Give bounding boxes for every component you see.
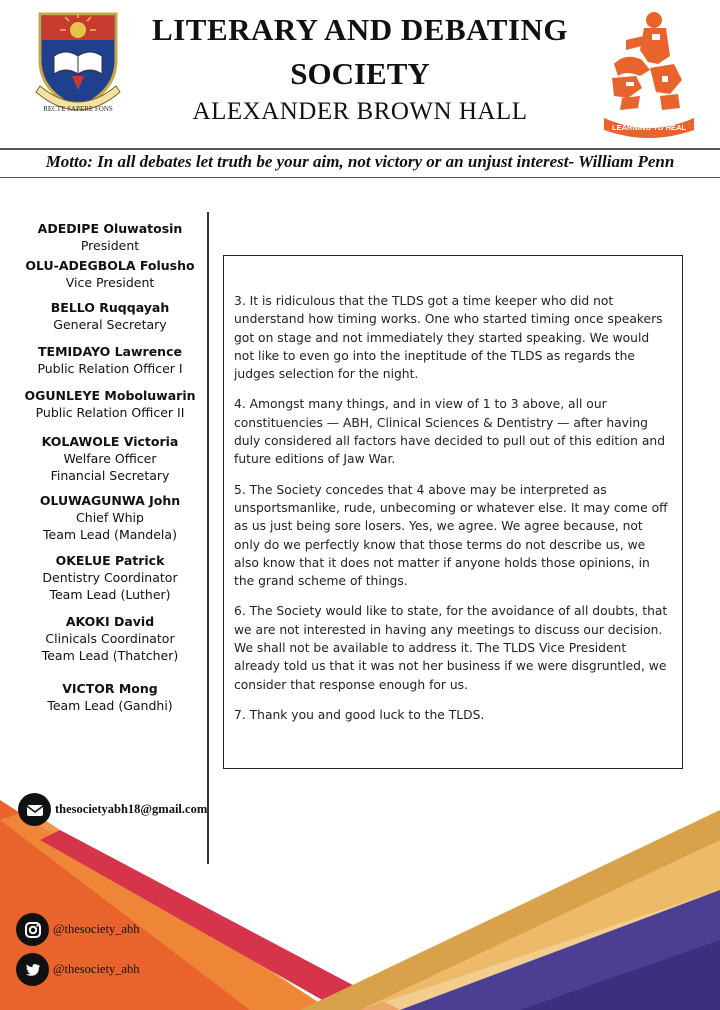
exec-role: Public Relation Officer I: [37, 361, 183, 376]
exec-name: VICTOR Mong: [62, 681, 158, 696]
exec-role: Team Lead (Mandela): [43, 527, 177, 542]
exec-role: Clinicals Coordinator: [45, 631, 175, 646]
exec-role: Dentistry Coordinator: [42, 570, 178, 585]
exec-role: General Secretary: [53, 317, 167, 332]
exec-name: OLUWAGUNWA John: [39, 493, 181, 508]
twitter-contact: [16, 953, 140, 986]
title-line-2: SOCIETY: [290, 56, 430, 91]
letter-paragraph: 4. Amongst many things, and in view of 1 to 3 above, all our constituencies — ABH, Clinical Sciences & Dentistry — after having duly considered all factors have decided to pull out of this edition and future editions of Jaw War.: [234, 397, 666, 467]
exec-name: TEMIDAYO Lawrence: [38, 344, 182, 359]
exec-name: OLU-ADEGBOLA Folusho: [25, 258, 195, 273]
email-contact: [18, 793, 207, 826]
instagram-contact: [16, 913, 140, 946]
exec-role: Vice President: [65, 275, 155, 290]
exec-entry: [0, 221, 220, 254]
exec-entry: [0, 614, 220, 664]
exec-name: OKELUE Patrick: [55, 553, 165, 568]
exec-role: Chief Whip: [76, 510, 144, 525]
exec-name: KOLAWOLE Victoria: [41, 434, 179, 449]
letter-body: [223, 255, 683, 769]
exec-role: Public Relation Officer II: [35, 405, 185, 420]
title-line-1: LITERARY AND DEBATING: [152, 12, 568, 47]
letter-paragraph: 3. It is ridiculous that the TLDS got a time keeper who did not understand how timing works. One who started timing once speakers got on stage and not immediately they started speaking. We would not like to even go into the ineptitude of the TLDS as regards the judges selection for the night.: [234, 294, 663, 382]
exec-name: BELLO Ruqqayah: [50, 300, 170, 315]
university-crest-logo: [32, 10, 124, 118]
title-line-3: ALEXANDER BROWN HALL: [192, 98, 528, 125]
letter-paragraph: 6. The Society would like to state, for the avoidance of all doubts, that we are not interested in having any meetings to discuss our decision. We shall not be available to address it. The TLDS Vice President already told us that it was not her business if we were disgruntled, we consider that response enough for us.: [234, 604, 668, 692]
exec-role: President: [80, 238, 140, 253]
exec-entry: [0, 258, 220, 291]
exec-entry: [0, 388, 220, 421]
twitter-icon: [16, 953, 49, 986]
exec-name: OGUNLEYE Moboluwarin: [24, 388, 196, 403]
exec-entry: [0, 300, 220, 333]
letter-paragraph: 7. Thank you and good luck to the TLDS.: [234, 707, 485, 722]
header-rule-top: [0, 148, 720, 150]
logo-banner-text: LEARNING TO HEAL: [611, 123, 687, 132]
instagram-handle[interactable]: @thesociety_abh: [53, 922, 140, 936]
exec-entry: [0, 344, 220, 377]
exec-name: AKOKI David: [65, 614, 155, 629]
mail-icon: [18, 793, 51, 826]
instagram-icon: [16, 913, 49, 946]
email-address[interactable]: thesocietyabh18@gmail.com: [55, 802, 208, 816]
header-rule-bottom: [0, 177, 720, 178]
exec-role: Welfare Officer: [63, 451, 157, 466]
column-divider: [207, 212, 209, 864]
twitter-handle[interactable]: @thesociety_abh: [53, 962, 140, 976]
exec-role: Team Lead (Gandhi): [47, 698, 173, 713]
exec-entry: [0, 553, 220, 603]
exec-role: Financial Secretary: [50, 468, 170, 483]
exec-entry: [0, 681, 220, 714]
society-motto: Motto: In all debates let truth be your aim, not victory or an unjust interest- William Penn: [45, 152, 675, 171]
exec-name: ADEDIPE Oluwatosin: [37, 221, 183, 236]
letter-paragraph: 5. The Society concedes that 4 above may be interpreted as unsportsmanlike, rude, unbecoming or whatever else. It may come off as us just being sore losers. Yes, we agree. We agree because, not only do we perfectly know that those terms do not describe us, we also know that it does not matter if anyone holds those opinions, in the grand scheme of things.: [234, 482, 668, 589]
exec-role: Team Lead (Luther): [49, 587, 171, 602]
exec-entry: [0, 434, 220, 484]
society-mascot-logo: [596, 6, 702, 140]
exec-entry: [0, 493, 220, 543]
exec-role: Team Lead (Thatcher): [41, 648, 179, 663]
crest-motto-text: RECTE SAPERE FONS: [43, 105, 113, 113]
